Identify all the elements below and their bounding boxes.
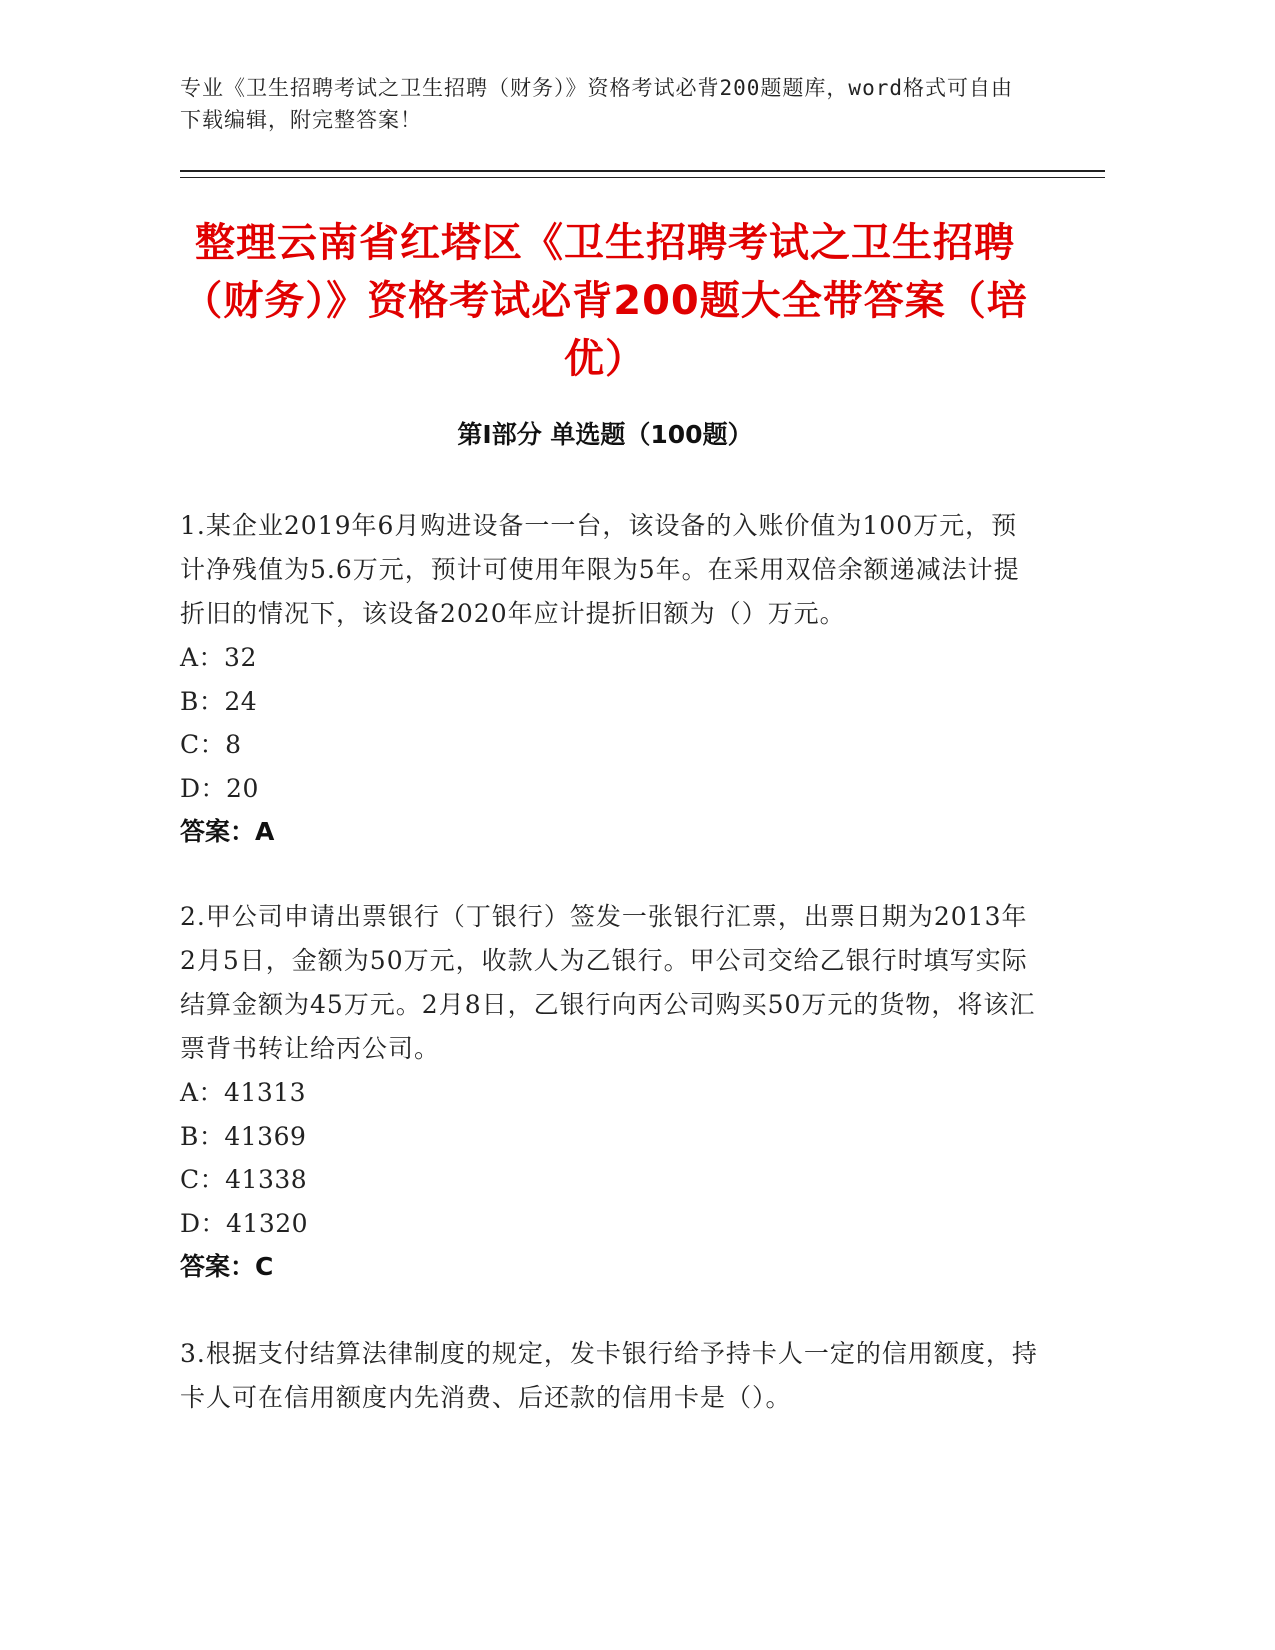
- option-b: B：24: [180, 686, 258, 716]
- question-1: [180, 504, 1040, 854]
- option-b: B：41369: [180, 1121, 307, 1151]
- question-2: [180, 895, 1040, 1289]
- document-title: 整理云南省红塔区《卫生招聘考试之卫生招聘（财务）》资格考试必背200题大全带答案（培优）: [182, 220, 1028, 382]
- answer: 答案：A: [180, 817, 275, 846]
- option-a: A：32: [180, 643, 257, 672]
- option-c: C：8: [180, 730, 242, 759]
- header-note: 专业《卫生招聘考试之卫生招聘（财务）》资格考试必背200题题库，word格式可自由下载编辑，附完整答案！: [180, 76, 1013, 132]
- option-d: D：20: [180, 773, 259, 803]
- question-stem: 2.甲公司申请出票银行（丁银行）签发一张银行汇票，出票日期为2013年2月5日，金额为50万元，收款人为乙银行。甲公司交给乙银行时填写实际结算金额为45万元。2月8日，乙银行向丙公司购买50万元的货物，将该汇票背书转让给丙公司。: [180, 902, 1036, 1063]
- question-stem: 1.某企业2019年6月购进设备一一台，该设备的入账价值为100万元，预计净残值为5.6万元，预计可使用年限为5年。在采用双倍余额递减法计提折旧的情况下，该设备2020年应计提折旧额为（）万元。: [180, 511, 1020, 628]
- header-divider-thick: [180, 170, 1105, 172]
- header-divider-thin: [180, 177, 1105, 178]
- option-d: D：41320: [180, 1208, 309, 1238]
- option-c: C：41338: [180, 1165, 308, 1194]
- section-title: 第Ⅰ部分 单选题（100题）: [457, 420, 753, 449]
- question-stem: 3.根据支付结算法律制度的规定，发卡银行给予持卡人一定的信用额度，持卡人可在信用额度内先消费、后还款的信用卡是（）。: [180, 1339, 1038, 1412]
- question-3: [180, 1332, 1040, 1420]
- answer: 答案：C: [180, 1252, 274, 1281]
- option-a: A：41313: [180, 1078, 307, 1107]
